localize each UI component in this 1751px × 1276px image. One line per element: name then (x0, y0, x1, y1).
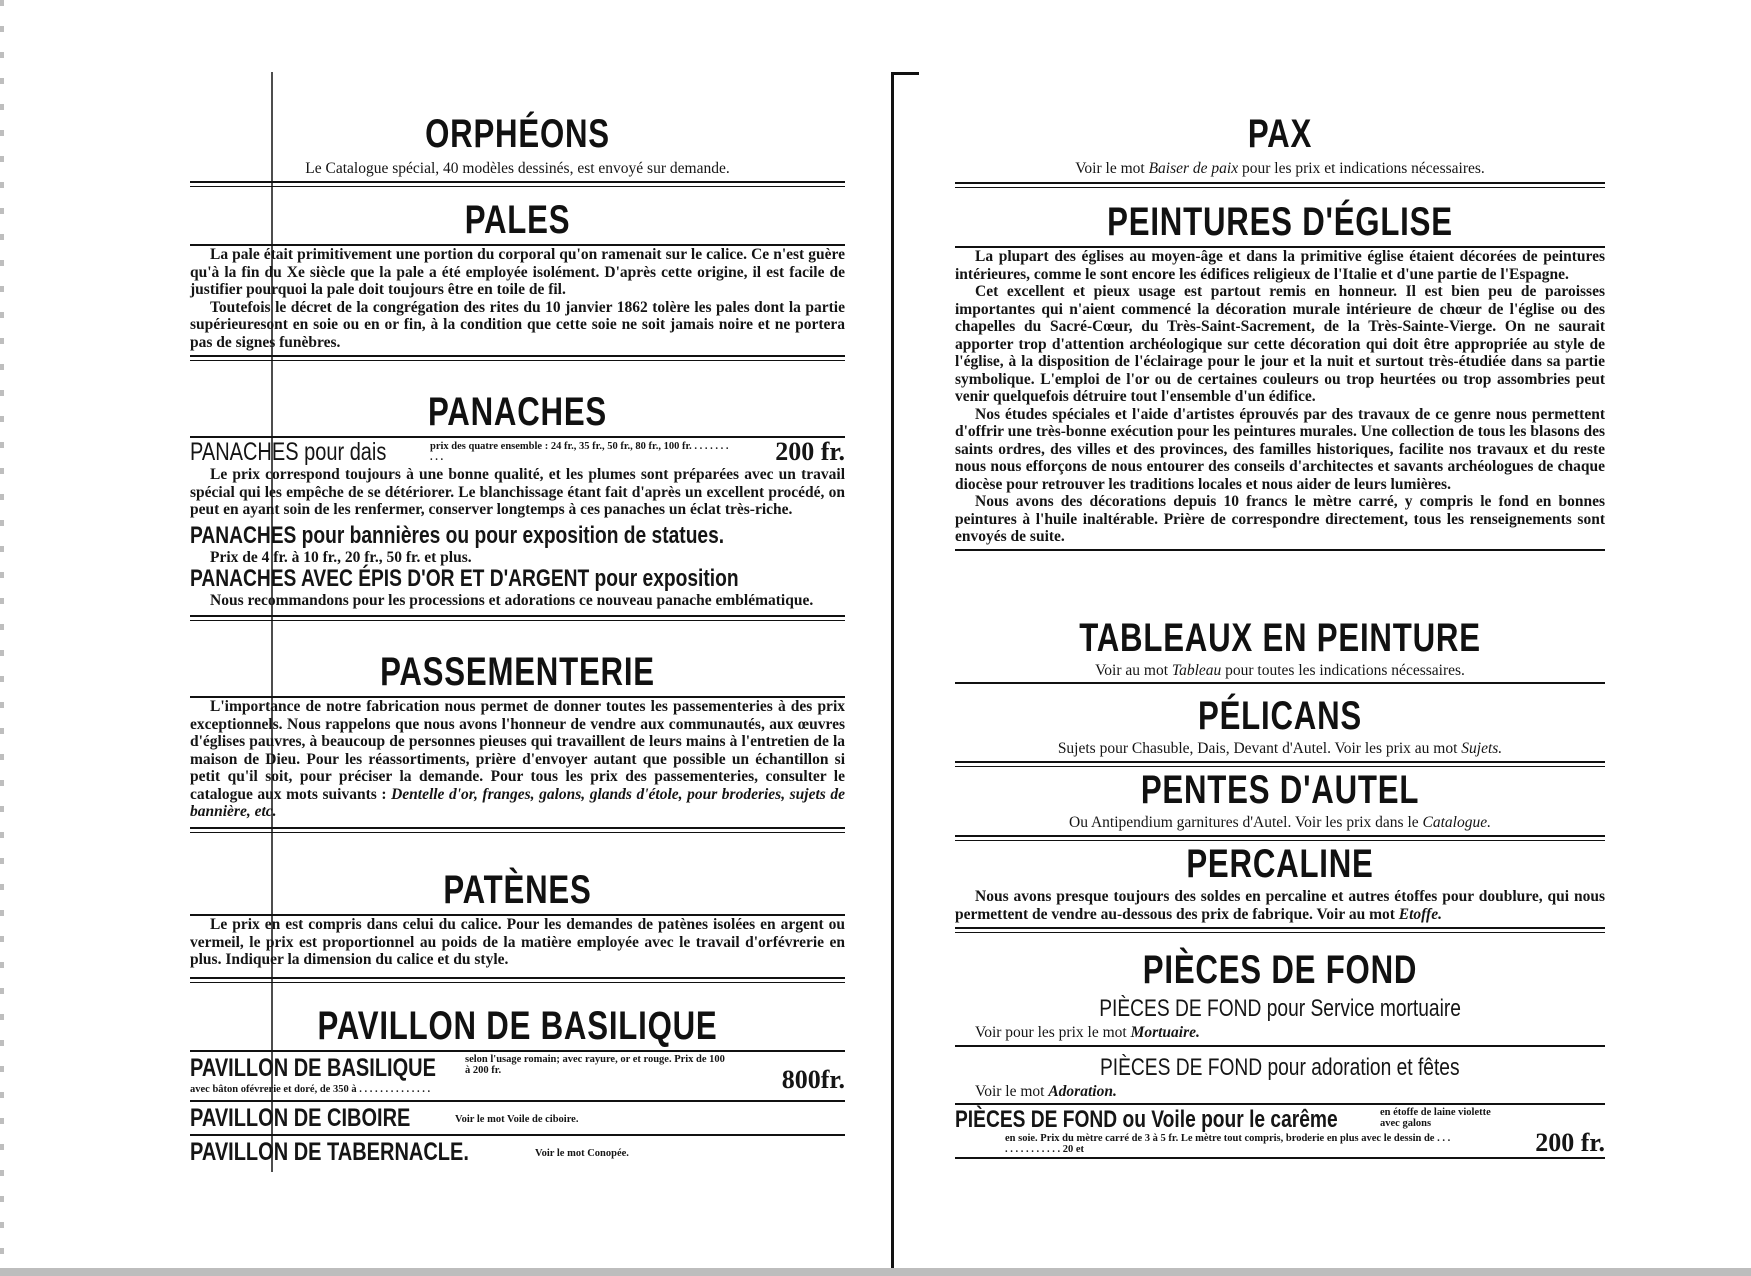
paragraph-keywords: Dentelle d'or, franges, galons, glands d'étole, pour broderies, sujets de bannière, etc. (190, 785, 845, 820)
section-title: PALES (464, 198, 571, 242)
product-name: PANACHES pour dais (190, 438, 387, 466)
product-name: PAVILLON DE BASILIQUE (190, 1054, 436, 1082)
section-tableaux (955, 616, 1605, 684)
divider (955, 182, 1605, 188)
section-orpheons (190, 112, 845, 187)
section-passementerie (190, 650, 845, 833)
section-paragraph: La pale était primitivement une portion du corporal qu'on ramenait sur le calice. Ce n'est guère qu'à la fin du Xe siècle que la pale a été employée isolément. D'après cette origine, il est facile de justifier pourquoi la pale doit toujours être en toile de fil. (190, 246, 845, 298)
section-title: PAVILLON DE BASILIQUE (317, 1004, 718, 1048)
product-line (190, 566, 845, 592)
section-text: Prix de 4 fr. à 10 fr., 20 fr., 50 fr. et plus. (210, 548, 472, 566)
product-note: prix des quatre ensemble : 24 fr., 35 fr., 50 fr., 80 fr., 100 fr. . . . . . . . . . . (430, 441, 729, 463)
divider (190, 615, 845, 621)
section-paragraph: Toutefois le décret de la congrégation des rites du 10 janvier 1862 tolère les pales dont la partie supérieuresont en soie ou en or fin, à la condition que cette soie ne soit jamais noire et ne portera pas de signes funèbres. (190, 298, 845, 351)
section-patenes (190, 868, 845, 983)
sub-entry (955, 1053, 1605, 1083)
divider (190, 977, 845, 983)
text-keyword: Baiser de paix (1148, 160, 1239, 177)
divider (955, 835, 1605, 841)
text-part: Voir le mot (1075, 160, 1145, 177)
divider (955, 549, 1605, 551)
section-paragraph (955, 888, 1605, 923)
section-title: TABLEAUX EN PEINTURE (1079, 616, 1481, 660)
section-text (955, 740, 1605, 758)
divider (955, 927, 1605, 933)
section-text (955, 814, 1605, 832)
section-title: PANACHES (427, 390, 608, 434)
section-paragraph (190, 698, 845, 821)
section-paragraph: Nous avons des décorations depuis 10 francs le mètre carré, y compris le fond en bonnes peintures à l'huile inaltérable. Prière de correspondre directement, tous les renseignements sont envoyés de suite. (955, 493, 1605, 545)
text-keyword: Tableau (1171, 662, 1222, 679)
section-title: PÉLICANS (1198, 694, 1362, 738)
text-part: Ou Antipendium garnitures d'Autel. Voir les prix dans le (1069, 814, 1419, 831)
divider (955, 1045, 1605, 1047)
scan-bottom-bar (0, 1268, 1751, 1276)
text-keyword: Sujets. (1461, 740, 1503, 757)
scan-edge (0, 0, 4, 1276)
section-paragraph: Nous recommandons pour les processions et adorations ce nouveau panache emblématique. (210, 592, 814, 609)
section-text (955, 662, 1605, 680)
product-price: 200 fr. (1535, 1128, 1605, 1157)
section-pavillon (190, 1004, 845, 1168)
sub-entry-name: PIÈCES DE FOND pour adoration et fêtes (1100, 1053, 1460, 1081)
page-spine (891, 72, 894, 1268)
product-price: 200 fr. (775, 437, 845, 466)
sub-entry-text (955, 1024, 1605, 1042)
product-name: PIÈCES DE FOND ou Voile pour le carême (955, 1106, 1338, 1133)
text-part: pour les prix et indications nécessaires. (1242, 160, 1485, 177)
section-pelicans (955, 694, 1605, 767)
product-line (955, 1105, 1605, 1157)
product-name: PAVILLON DE TABERNACLE. (190, 1138, 469, 1166)
product-note: en étoffe de laine violette avec galons (1380, 1107, 1491, 1129)
section-paragraph: Cet excellent et pieux usage est partout remis en honneur. Il est bien peu de paroisses importantes qui n'aient commencé la décoration murale intérieure de chœur de l'église ou des chapelles du Sacré-Cœur, du Très-Saint-Sacrement, de la Très-Sainte-Vierge. On ne saurait apporter trop d'attention archéologique sur cette décoration qui doit être appropriée au style de l'église, à la disposition de l'éclairage pour le jour et la nuit et surtout très-étudiée dans sa partie symbolique. L'emploi de l'or ou de certaines couleurs ou trop heurtées ou trop assombries peut venir quelquefois détruire tout l'ensemble d'un édifice. (955, 283, 1605, 405)
divider (190, 181, 845, 187)
section-paragraph: La plupart des églises au moyen-âge et dans la primitive église étaient décorées de peintures intérieures, comme le sont encore les édifices religieux de l'Italie et d'une partie de l'Espagne. (955, 248, 1605, 283)
section-text (955, 160, 1605, 178)
product-line (190, 1102, 845, 1134)
section-percaline (955, 842, 1605, 933)
section-pieces (955, 948, 1605, 1159)
text-keyword: Etoffe. (1398, 905, 1442, 923)
section-title: PASSEMENTERIE (380, 650, 655, 694)
section-title: PIÈCES DE FOND (1142, 948, 1418, 992)
section-title: ORPHÉONS (425, 112, 610, 156)
product-line (190, 1052, 845, 1100)
product-name: PANACHES pour bannières ou pour exposition de statues. (190, 521, 725, 549)
text-part: Voir pour les prix le mot (975, 1024, 1127, 1041)
section-title: PATÈNES (443, 868, 592, 912)
section-paragraph: Le prix en est compris dans celui du calice. Pour les demandes de patènes isolées en argent ou vermeil, le prix est proportionnel au poids de la matière employée avec le travail d'orfévrerie en plus. Indiquer la dimension du calice et du style. (190, 916, 845, 968)
paragraph-main: L'importance de notre fabrication nous permet de donner toutes les passementeries à des prix exceptionnels. Nous rappelons que nous avons l'honneur de vendre aux communautés, aux œuvres d'églises pauvres, à beaucoup de personnes pieuses qui travaillent de leurs mains à l'entretien de la maison de Dieu. Pour les réassortiments, prière d'envoyer autant que possible un échantillon si petit qu'il soit, pour préciser la demande. Pour tous les prix des passementeries, consulter le catalogue aux mots suivants : (190, 698, 845, 803)
text-part: Voir au mot (1095, 662, 1168, 679)
section-peintures (955, 200, 1605, 551)
product-note: avec bâton ofévrerie et doré, de 350 à . . . . . . . . . . . . . . (190, 1084, 431, 1095)
section-paragraph: Nos études spéciales et l'aide d'artistes éprouvés par des travaux de ce genre nous permettent d'offrir une très-bonne exécution pour les peintures murales. Une collection de tous les blasons des saints ordres, des villes et des provinces, des familles historiques, facilite nos travaux et du reste nous nous efforçons de nous entourer des conseils d'architectes et savants archéologues de chaque diocèse pour retrouver les traditions locales et nous aider de leurs lumières. (955, 405, 1605, 493)
text-part: Voir le mot (975, 1082, 1045, 1100)
section-paragraph: Le prix correspond toujours à une bonne qualité, et les plumes sont préparées avec un travail spécial qui les empêche de se détériorer. Le blanchissage étant fait d'après un excellent procédé, on peut en ayant soin de les renfermer, conserver longtemps à ces panaches un éclat très-riche. (190, 466, 845, 518)
sub-entry (955, 994, 1605, 1024)
section-text: Le Catalogue spécial, 40 modèles dessinés, est envoyé sur demande. (305, 160, 730, 177)
product-name: PAVILLON DE CIBOIRE (190, 1104, 411, 1132)
divider (955, 682, 1605, 684)
text-part: pour toutes les indications nécessaires. (1225, 662, 1465, 679)
section-title: PAX (1247, 112, 1313, 156)
product-line (190, 1136, 845, 1168)
divider (190, 827, 845, 833)
product-note: en soie. Prix du mètre carré de 3 à 5 fr. Le mètre tout compris, broderie en plus avec le dessin de . . . . . . . . . . . . . . 20 et (1005, 1133, 1451, 1155)
product-line (190, 438, 845, 466)
product-note: Voir le mot Voile de ciboire. (455, 1114, 579, 1125)
sub-entry-name: PIÈCES DE FOND pour Service mortuaire (1099, 995, 1461, 1022)
text-keyword: Mortuaire. (1130, 1024, 1200, 1041)
text-keyword: Catalogue. (1422, 814, 1491, 831)
divider (955, 761, 1605, 767)
section-title: PENTES D'AUTEL (1140, 768, 1420, 812)
section-title: PEINTURES D'ÉGLISE (1107, 200, 1453, 244)
sub-entry-text (955, 1083, 1605, 1101)
product-price: 800fr. (781, 1065, 845, 1094)
product-note: selon l'usage romain; avec rayure, or et rouge. Prix de 100 à 200 fr. (465, 1054, 725, 1076)
product-note: Voir le mot Conopée. (535, 1148, 629, 1159)
divider (955, 1157, 1605, 1159)
text-part: Nous avons presque toujours des soldes en percaline et autres étoffes pour doublure, qui nous permettent de vendre au-dessous des prix de fabrique. Voir au mot (955, 888, 1605, 923)
text-keyword: Adoration. (1048, 1082, 1117, 1100)
divider (190, 355, 845, 361)
section-panaches (190, 390, 845, 621)
product-name: PANACHES AVEC ÉPIS D'OR ET D'ARGENT pour exposition (190, 565, 739, 592)
product-line (190, 523, 845, 549)
spine-tick (893, 72, 919, 75)
section-pax (955, 112, 1605, 188)
section-pentes (955, 768, 1605, 841)
section-title: PERCALINE (1186, 842, 1374, 886)
section-pales (190, 198, 845, 361)
text-part: Sujets pour Chasuble, Dais, Devant d'Autel. Voir les prix au mot (1057, 740, 1458, 757)
